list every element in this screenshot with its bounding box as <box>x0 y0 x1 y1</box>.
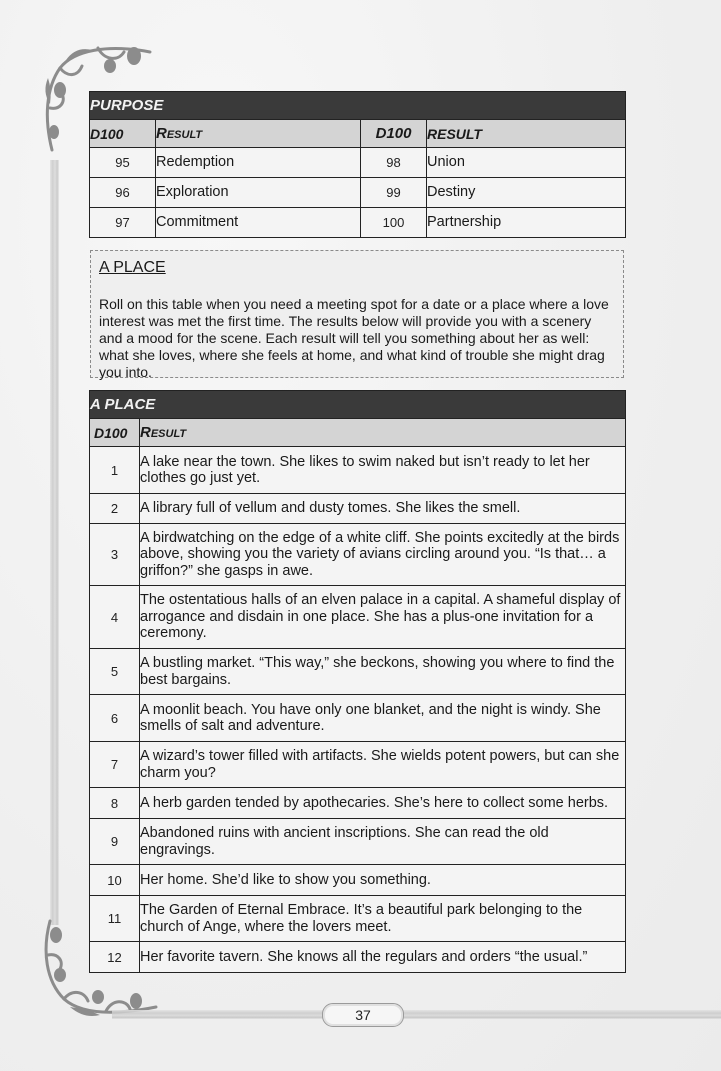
result-value: Destiny <box>427 178 626 208</box>
column-header-d100: D100 <box>90 120 156 148</box>
roll-value: 11 <box>90 896 140 942</box>
roll-value: 1 <box>90 447 140 494</box>
roll-value: 99 <box>361 178 427 208</box>
page-number: 37 <box>322 1003 404 1027</box>
table-row <box>90 524 626 586</box>
sidebar-title: A PLACE <box>99 259 166 276</box>
result-value: A moonlit beach. You have only one blanket, and the night is windy. She smells of salt and adventure. <box>140 695 626 742</box>
table-row <box>90 586 626 649</box>
result-value: A birdwatching on the edge of a white cliff. She points excitedly at the birds above, showing you the variety of avians circling around you. “Is that… a griffon?” she gasps in awe. <box>140 524 626 586</box>
roll-value: 96 <box>90 178 156 208</box>
purpose-table <box>89 91 626 238</box>
roll-value: 10 <box>90 865 140 896</box>
a-place-table <box>89 390 626 973</box>
result-value: The ostentatious halls of an elven palace in a capital. A shameful display of arrogance and disdain in one place. She has a plus-one invitation for a ceremony. <box>140 586 626 649</box>
table-row <box>90 942 626 973</box>
place-table-title: A PLACE <box>90 391 626 419</box>
result-value: Redemption <box>156 148 361 178</box>
table-row <box>90 649 626 695</box>
result-value: Her favorite tavern. She knows all the regulars and orders “the usual.” <box>140 942 626 973</box>
bottom-border-bar <box>112 1010 721 1019</box>
table-row <box>90 208 626 238</box>
column-header-d100: D100 <box>90 419 140 447</box>
roll-value: 98 <box>361 148 427 178</box>
roll-value: 9 <box>90 819 140 865</box>
table-row <box>90 494 626 524</box>
table-row <box>90 695 626 742</box>
result-value: A herb garden tended by apothecaries. She’s here to collect some herbs. <box>140 788 626 819</box>
result-value: A lake near the town. She likes to swim naked but isn’t ready to let her clothes go just yet. <box>140 447 626 494</box>
column-header-result: Result <box>140 419 626 447</box>
table-row <box>90 819 626 865</box>
column-header-d100: D100 <box>361 120 427 148</box>
table-row <box>90 447 626 494</box>
roll-value: 12 <box>90 942 140 973</box>
roll-value: 7 <box>90 742 140 788</box>
result-value: Her home. She’d like to show you something. <box>140 865 626 896</box>
sidebar-body: Roll on this table when you need a meeting spot for a date or a place where a love interest was met the first time. The results below will provide you with a scenery and a mood for the scene. Each result will tell you something about her as well: what she loves, where she feels at home, and what kind of trouble she might drag you into. <box>99 296 609 380</box>
roll-value: 95 <box>90 148 156 178</box>
result-value: A wizard’s tower filled with artifacts. She wields potent powers, but can she charm you? <box>140 742 626 788</box>
a-place-sidebar <box>90 250 624 378</box>
table-row <box>90 742 626 788</box>
result-value: Exploration <box>156 178 361 208</box>
result-value: The Garden of Eternal Embrace. It’s a beautiful park belonging to the church of Ange, where the lovers meet. <box>140 896 626 942</box>
roll-value: 2 <box>90 494 140 524</box>
table-row <box>90 148 626 178</box>
roll-value: 100 <box>361 208 427 238</box>
result-value: A bustling market. “This way,” she beckons, showing you where to find the best bargains. <box>140 649 626 695</box>
result-value: Commitment <box>156 208 361 238</box>
purpose-table-title: PURPOSE <box>90 92 626 120</box>
result-value: Partnership <box>427 208 626 238</box>
table-row <box>90 896 626 942</box>
result-value: Union <box>427 148 626 178</box>
roll-value: 4 <box>90 586 140 649</box>
roll-value: 6 <box>90 695 140 742</box>
roll-value: 97 <box>90 208 156 238</box>
column-header-result: RESULT <box>427 120 626 148</box>
table-row <box>90 178 626 208</box>
table-row <box>90 865 626 896</box>
roll-value: 8 <box>90 788 140 819</box>
column-header-result: Result <box>156 120 361 148</box>
left-border-bar <box>50 160 59 925</box>
roll-value: 3 <box>90 524 140 586</box>
table-row <box>90 788 626 819</box>
result-value: A library full of vellum and dusty tomes. She likes the smell. <box>140 494 626 524</box>
result-value: Abandoned ruins with ancient inscriptions. She can read the old engravings. <box>140 819 626 865</box>
roll-value: 5 <box>90 649 140 695</box>
